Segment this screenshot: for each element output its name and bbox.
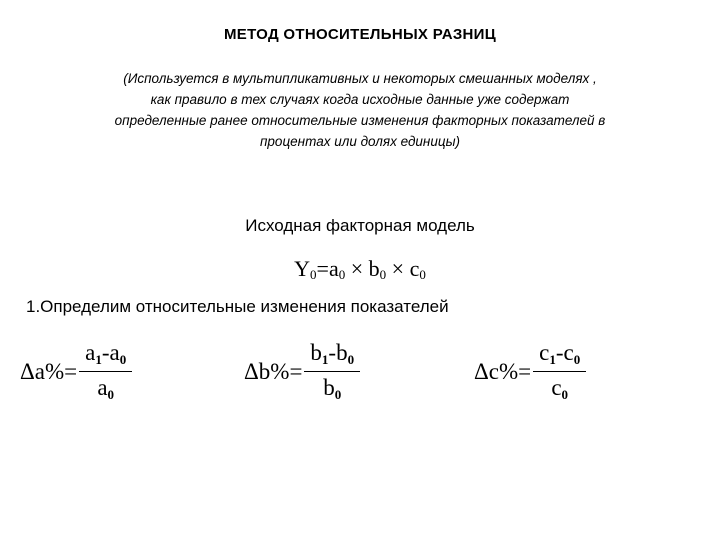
note-line: как правило в тех случаях когда исходные данные уже содержат [150,92,570,107]
denominator: $c_0$ [551,375,569,402]
note-line: процентах или долях единицы) [260,134,460,149]
formula-delta-b [244,340,360,403]
factor-model-formula: $Y_0=a_0 \times b_0 \times c_0$ [294,256,426,282]
note-line: определенные ранее относительные изменения факторных показателей в [114,113,606,128]
formula-delta-a [20,340,132,403]
fraction [79,340,132,403]
fraction [304,340,360,403]
formula-lhs: Δa%= [20,358,78,384]
step-heading: 1.Определим относительные изменения показателей [26,297,449,316]
formula-lhs: Δc%= [474,358,532,384]
fraction [533,340,586,403]
method-note [20,68,700,152]
note-line: (Используется в мультипликативных и некоторых смешанных моделях , [123,71,597,86]
formula-lhs: Δb%= [244,358,303,384]
numerator: $c_1-c_0$ [539,340,581,367]
page-title: МЕТОД ОТНОСИТЕЛЬНЫХ РАЗНИЦ [223,26,496,43]
denominator: $a_0$ [97,375,115,402]
numerator: $b_1-b_0$ [310,340,355,367]
numerator: $a_1-a_0$ [85,340,127,367]
denominator: $b_0$ [323,375,342,402]
formula-delta-c [474,340,586,403]
model-heading: Исходная факторная модель [245,216,475,235]
